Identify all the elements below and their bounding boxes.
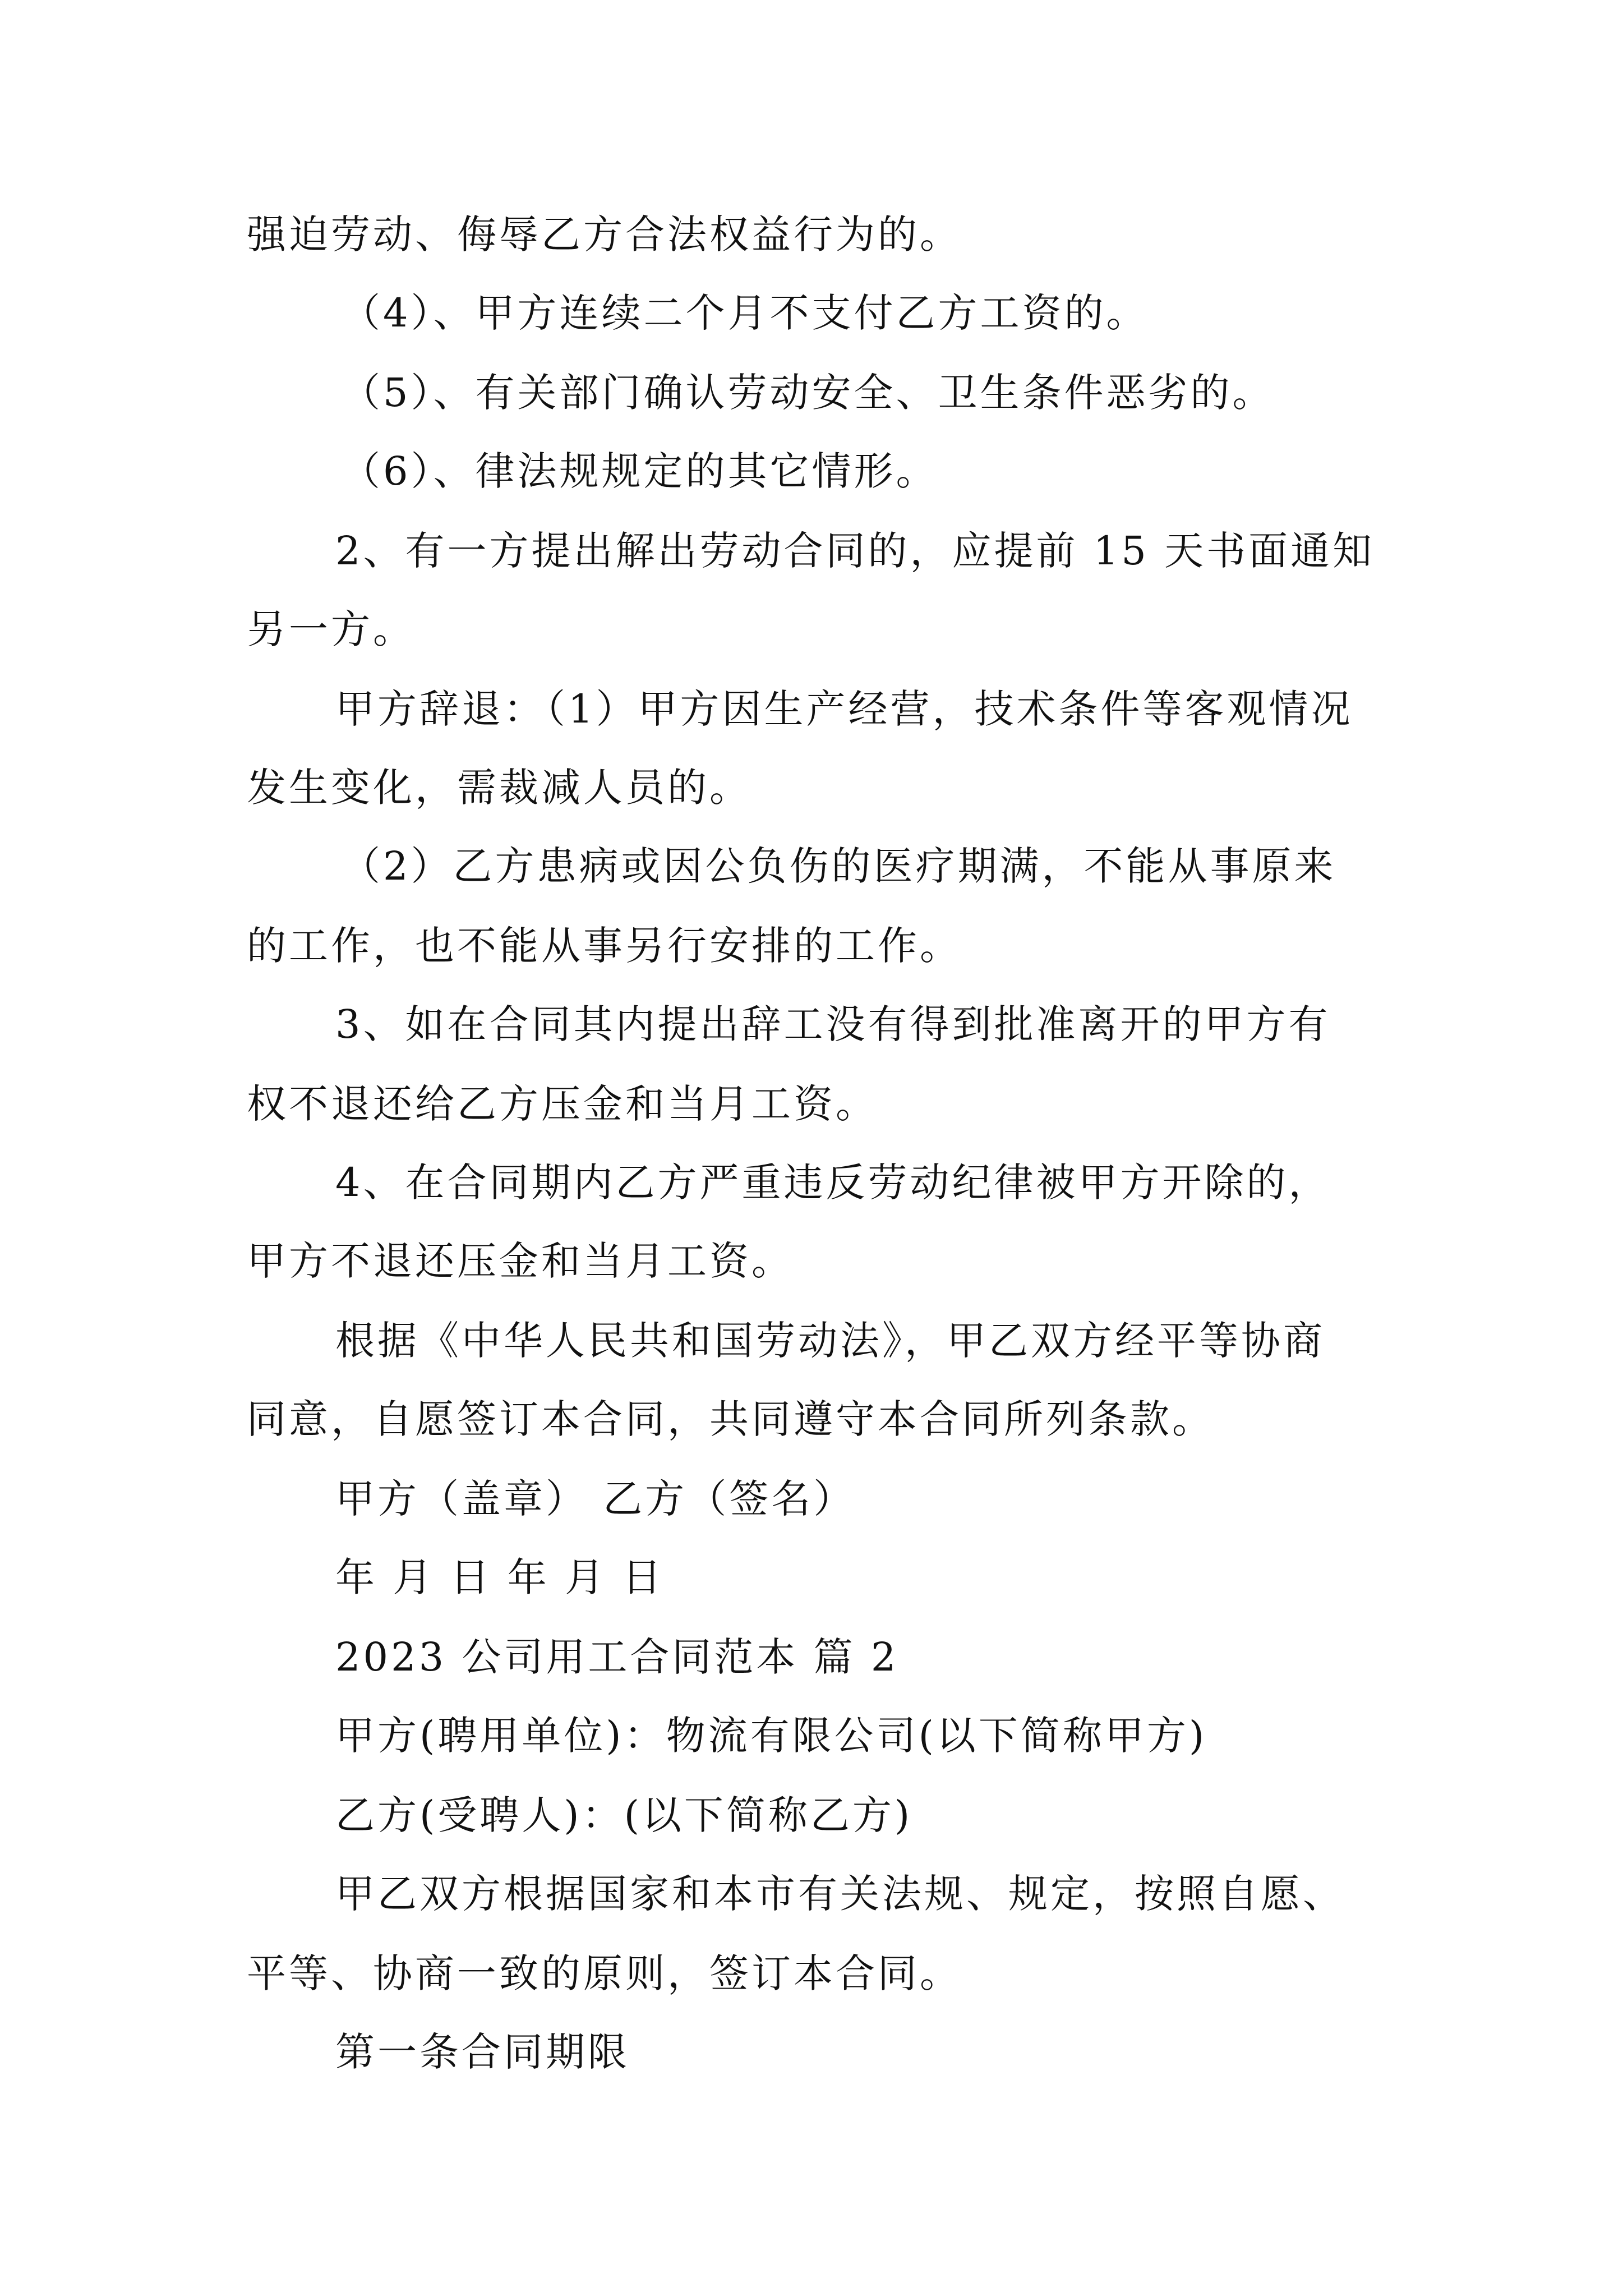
paragraph-line: 甲方辞退：（1）甲方因生产经营，技术条件等客观情况 — [335, 686, 1353, 732]
paragraph-line: 3、如在合同其内提出辞工没有得到批准离开的甲方有 — [335, 1001, 1331, 1047]
paragraph-line: 2、有一方提出解出劳动合同的，应提前 15 天书面通知 — [335, 528, 1375, 574]
paragraph-line: （2）乙方患病或因公负伤的医疗期满，不能从事原来 — [341, 843, 1336, 889]
paragraph-line: 权不退还给乙方压金和当月工资。 — [247, 1081, 878, 1127]
paragraph-line: 甲乙双方根据国家和本市有关法规、规定，按照自愿、 — [335, 1871, 1345, 1917]
paragraph-line: 甲方不退还压金和当月工资。 — [247, 1238, 794, 1284]
date-fields: 年 月 日 年 月 日 — [335, 1554, 665, 1600]
paragraph-line: 强迫劳动、侮辱乙方合法权益行为的。 — [247, 211, 962, 257]
signature-labels: 甲方（盖章） 乙方（签名） — [335, 1476, 856, 1522]
paragraph-line: 平等、协商一致的原则，签订本合同。 — [247, 1950, 962, 1996]
party-b-line: 乙方(受聘人)：(以下简称乙方) — [335, 1792, 913, 1838]
paragraph-line: 另一方。 — [247, 606, 415, 652]
article-heading: 第一条合同期限 — [335, 2029, 630, 2075]
paragraph-line: 4、在合同期内乙方严重违反劳动纪律被甲方开除的， — [335, 1159, 1331, 1205]
paragraph-line: （5）、有关部门确认劳动安全、卫生条件恶劣的。 — [341, 370, 1275, 416]
paragraph-line: （4）、甲方连续二个月不支付乙方工资的。 — [341, 290, 1149, 336]
paragraph-line: 发生变化，需裁减人员的。 — [247, 765, 751, 811]
paragraph-line: 同意，自愿签订本合同，共同遵守本合同所列条款。 — [247, 1396, 1214, 1442]
party-a-line: 甲方(聘用单位)：物流有限公司(以下简称甲方) — [335, 1713, 1207, 1759]
paragraph-line: （6）、律法规规定的其它情形。 — [341, 448, 938, 494]
paragraph-line: 根据《中华人民共和国劳动法》，甲乙双方经平等协商 — [335, 1318, 1325, 1364]
section-heading: 2023 公司用工合同范本 篇 2 — [335, 1634, 899, 1680]
paragraph-line: 的工作，也不能从事另行安排的工作。 — [247, 923, 962, 969]
